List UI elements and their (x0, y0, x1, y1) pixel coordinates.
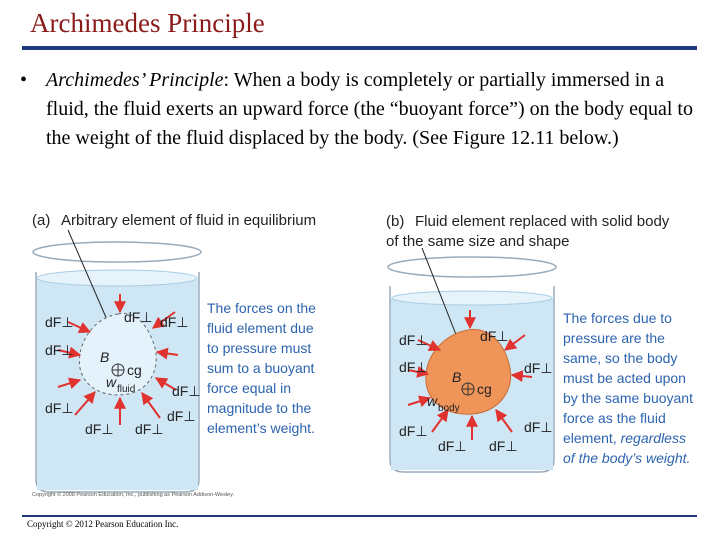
force-label: dF⊥ (160, 314, 189, 330)
note-b-line: The forces due to (563, 310, 672, 326)
footer-rule (22, 515, 697, 517)
cg-label: cg (477, 381, 492, 397)
publisher-credit: Copyright © 2008 Pearson Education, Inc., publishing as Pearson Addison-Wesley. (32, 492, 234, 498)
weight-subscript: body (438, 403, 460, 414)
force-label: dF⊥ (489, 438, 518, 454)
note-b (563, 310, 693, 466)
force-label: dF⊥ (45, 314, 74, 330)
note-a-line: force equal in (207, 380, 292, 396)
note-b-line: by the same buoyant (563, 390, 693, 406)
note-a-line: to pressure must (207, 340, 312, 356)
weight-label: w (106, 374, 117, 390)
panel-a-label: (a) (32, 212, 51, 229)
force-label: dF⊥ (480, 328, 509, 344)
panel-a-caption: Arbitrary element of fluid in equilibrium (61, 212, 317, 229)
force-label: dF⊥ (45, 400, 74, 416)
bullet-term: Archimedes’ Principle (46, 69, 224, 91)
note-a-line: magnitude to the (207, 400, 312, 416)
weight-subscript: fluid (117, 384, 136, 395)
slide-title: Archimedes Principle (30, 8, 265, 38)
force-label: dF⊥ (45, 342, 74, 358)
force-label: dF⊥ (438, 438, 467, 454)
buoyancy-center-label: B (100, 349, 110, 365)
force-label: dF⊥ (399, 332, 428, 348)
force-label: dF⊥ (172, 383, 201, 399)
force-label: dF⊥ (135, 421, 164, 437)
force-label: dF⊥ (167, 408, 196, 424)
note-b-line: of the body’s weight. (563, 450, 691, 466)
force-label: dF⊥ (524, 360, 553, 376)
note-a (207, 300, 316, 436)
bullet-marker: • (20, 69, 28, 91)
bullet-body: : When a body is completely or partially immersed in a fluid, the fluid exerts an upward force (the “buoyant force”) on the body equal to the weight of the fluid displaced by the body. (See Figure 12.11 below.) (46, 69, 693, 149)
note-b-line: force as the fluid (563, 410, 666, 426)
panel-b-caption-line: of the same size and shape (386, 233, 570, 250)
note-a-line: element’s weight. (207, 420, 315, 436)
cg-label: cg (127, 362, 142, 378)
note-a-line: fluid element due (207, 320, 314, 336)
note-a-line: sum to a buoyant (207, 360, 315, 376)
weight-label: w (427, 393, 438, 409)
panel-b-caption-line: Fluid element replaced with solid body (415, 213, 670, 230)
note-a-line: The forces on the (207, 300, 316, 316)
note-b-line: element, regardless (563, 430, 686, 446)
force-label: dF⊥ (85, 421, 114, 437)
note-b-line: must be acted upon (563, 370, 686, 386)
figure-12-11 (0, 200, 720, 510)
title-underline (22, 46, 697, 50)
panel-b-label: (b) (386, 213, 405, 230)
copyright-footer: Copyright © 2012 Pearson Education Inc. (27, 519, 179, 529)
force-label: dF⊥ (124, 309, 153, 325)
force-label: dF⊥ (399, 423, 428, 439)
bullet-text (46, 66, 711, 153)
force-label: dF⊥ (399, 359, 428, 375)
note-b-line: same, so the body (563, 350, 678, 366)
buoyancy-center-label: B (452, 369, 462, 385)
figure-svg (0, 200, 720, 510)
beaker-a (33, 230, 201, 492)
note-b-line: pressure are the (563, 330, 665, 346)
force-label: dF⊥ (524, 419, 553, 435)
